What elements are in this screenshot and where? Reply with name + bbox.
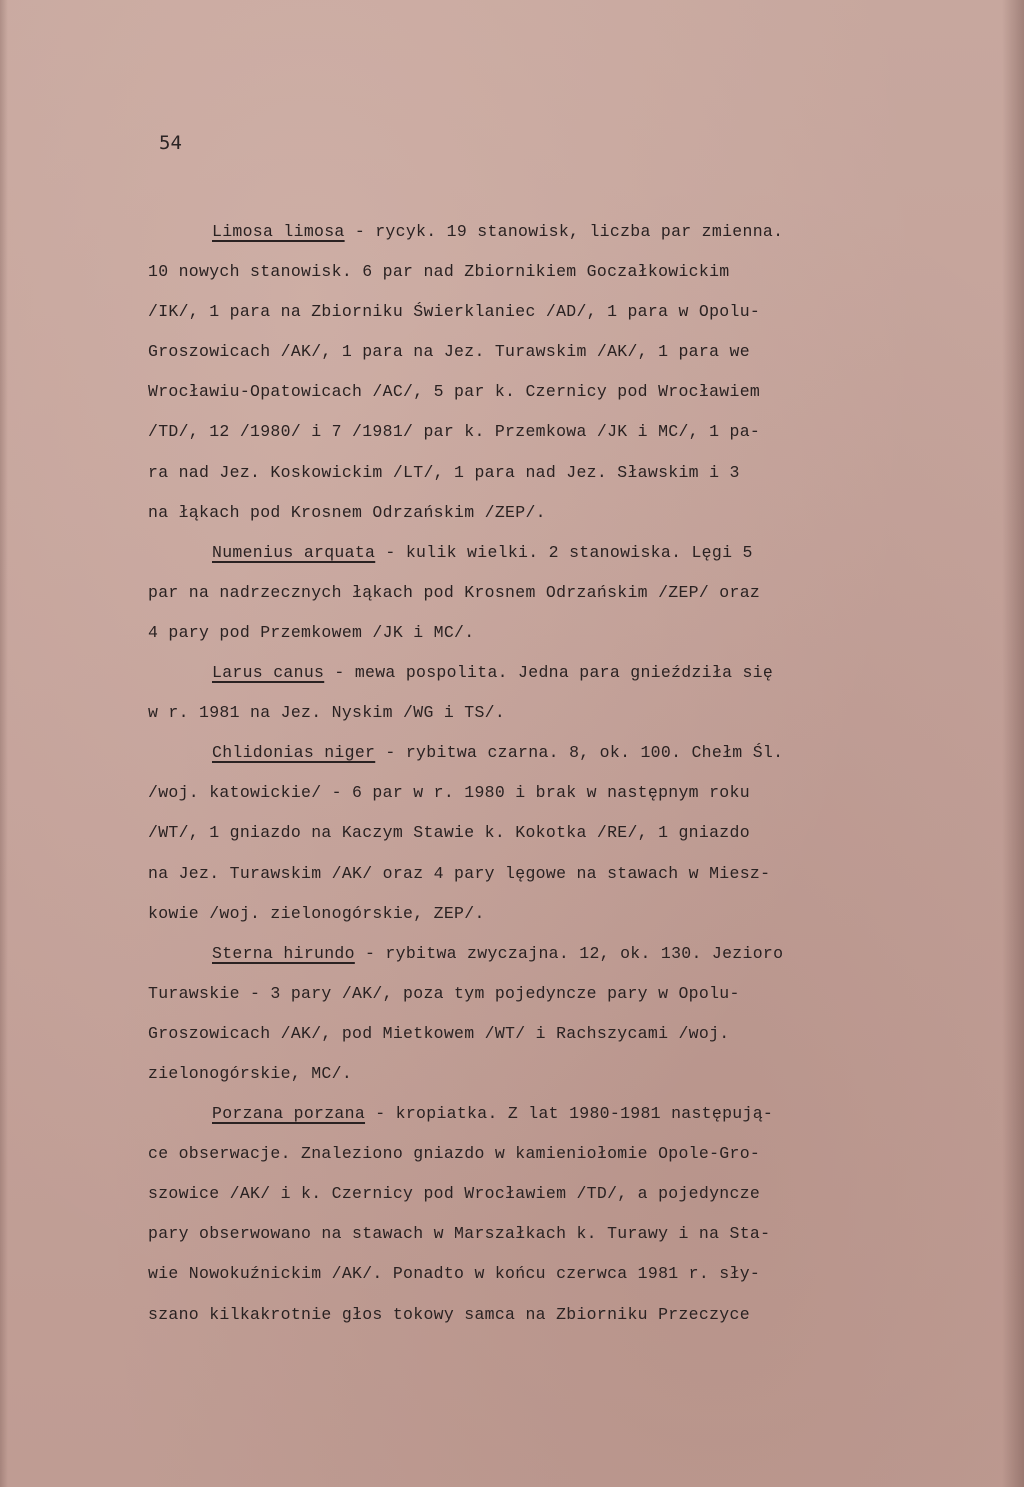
line-text: - rybitwa czarna. 8, ok. 100. Chełm Śl. — [375, 743, 784, 763]
species-name: Chlidonias niger — [212, 743, 376, 763]
species-name: Limosa limosa — [212, 222, 345, 241]
paragraph-larus-canus — [148, 653, 908, 733]
paragraph-sterna-hirundo — [148, 934, 908, 1094]
text-line: par na nadrzecznych łąkach pod Krosnem Odrzańskim /ZEP/ oraz — [148, 582, 761, 602]
paragraph-porzana-porzana — [148, 1094, 908, 1335]
text-line: kowie /woj. zielonogórskie, ZEP/. — [148, 903, 485, 923]
text-line: 10 nowych stanowisk. 6 par nad Zbiornikiem Goczałkowickim — [148, 262, 730, 282]
text-line: wie Nowokuźnickim /AK/. Ponadto w końcu czerwca 1981 r. sły- — [148, 1264, 761, 1284]
text-line — [148, 1094, 908, 1134]
species-name: Larus canus — [212, 663, 325, 683]
text-line: na Jez. Turawskim /AK/ oraz 4 pary lęgowe na stawach w Miesz- — [148, 863, 771, 883]
text-line: ra nad Jez. Koskowickim /LT/, 1 para nad Jez. Sławskim i 3 — [148, 462, 740, 482]
text-line: zielonogórskie, MC/. — [148, 1063, 353, 1083]
text-line — [148, 653, 908, 693]
text-line: na łąkach pod Krosnem Odrzańskim /ZEP/. — [148, 502, 546, 522]
text-line: /woj. katowickie/ - 6 par w r. 1980 i brak w następnym roku — [148, 783, 750, 803]
line-text: - rybitwa zwyczajna. 12, ok. 130. Jezioro — [354, 943, 784, 963]
text-line: /TD/, 12 /1980/ i 7 /1981/ par k. Przemkowa /JK i MC/, 1 pa- — [148, 422, 761, 442]
text-line: /IK/, 1 para na Zbiorniku Świerklaniec /AD/, 1 para w Opolu- — [148, 302, 761, 322]
text-line — [148, 934, 908, 974]
text-line: Turawskie - 3 pary /AK/, poza tym pojedyncze pary w Opolu- — [148, 983, 740, 1003]
document-body — [148, 212, 908, 1335]
text-line — [148, 212, 908, 252]
text-line: ce obserwacje. Znaleziono gniazdo w kamieniołomie Opole-Gro- — [148, 1144, 761, 1164]
species-name: Sterna hirundo — [212, 943, 355, 963]
paragraph-numenius-arquata — [148, 533, 908, 653]
species-name: Numenius arquata — [212, 542, 376, 562]
text-line: w r. 1981 na Jez. Nyskim /WG i TS/. — [148, 703, 506, 723]
page-number: 54 — [159, 132, 182, 154]
text-line: szano kilkakrotnie głos tokowy samca na Zbiorniku Przeczyce — [148, 1304, 750, 1324]
text-line: Wrocławiu-Opatowicach /AC/, 5 par k. Czernicy pod Wrocławiem — [148, 382, 761, 402]
page-left-edge-shadow — [0, 0, 8, 1487]
text-line: Groszowicach /AK/, 1 para na Jez. Turawskim /AK/, 1 para we — [148, 342, 750, 362]
line-text: - kulik wielki. 2 stanowiska. Lęgi 5 — [375, 542, 753, 562]
text-line — [148, 733, 908, 773]
text-line — [148, 533, 908, 573]
species-name: Porzana porzana — [212, 1104, 366, 1124]
line-text: - mewa pospolita. Jedna para gnieździła się — [324, 663, 774, 683]
text-line: /WT/, 1 gniazdo na Kaczym Stawie k. Kokotka /RE/, 1 gniazdo — [148, 823, 750, 843]
text-line: Groszowicach /AK/, pod Mietkowem /WT/ i Rachszycami /woj. — [148, 1023, 730, 1043]
text-line: 4 pary pod Przemkowem /JK i MC/. — [148, 622, 475, 642]
paragraph-chlidonias-niger — [148, 733, 908, 933]
text-line: szowice /AK/ i k. Czernicy pod Wrocławiem /TD/, a pojedyncze — [148, 1184, 761, 1204]
text-line: pary obserwowano na stawach w Marszałkach k. Turawy i na Sta- — [148, 1224, 771, 1244]
line-text: - kropiatka. Z lat 1980-1981 następują- — [365, 1104, 774, 1124]
paragraph-limosa-limosa — [148, 212, 908, 533]
page-right-edge-shadow — [1002, 0, 1024, 1487]
line-text: - rycyk. 19 stanowisk, liczba par zmienna. — [344, 222, 784, 241]
